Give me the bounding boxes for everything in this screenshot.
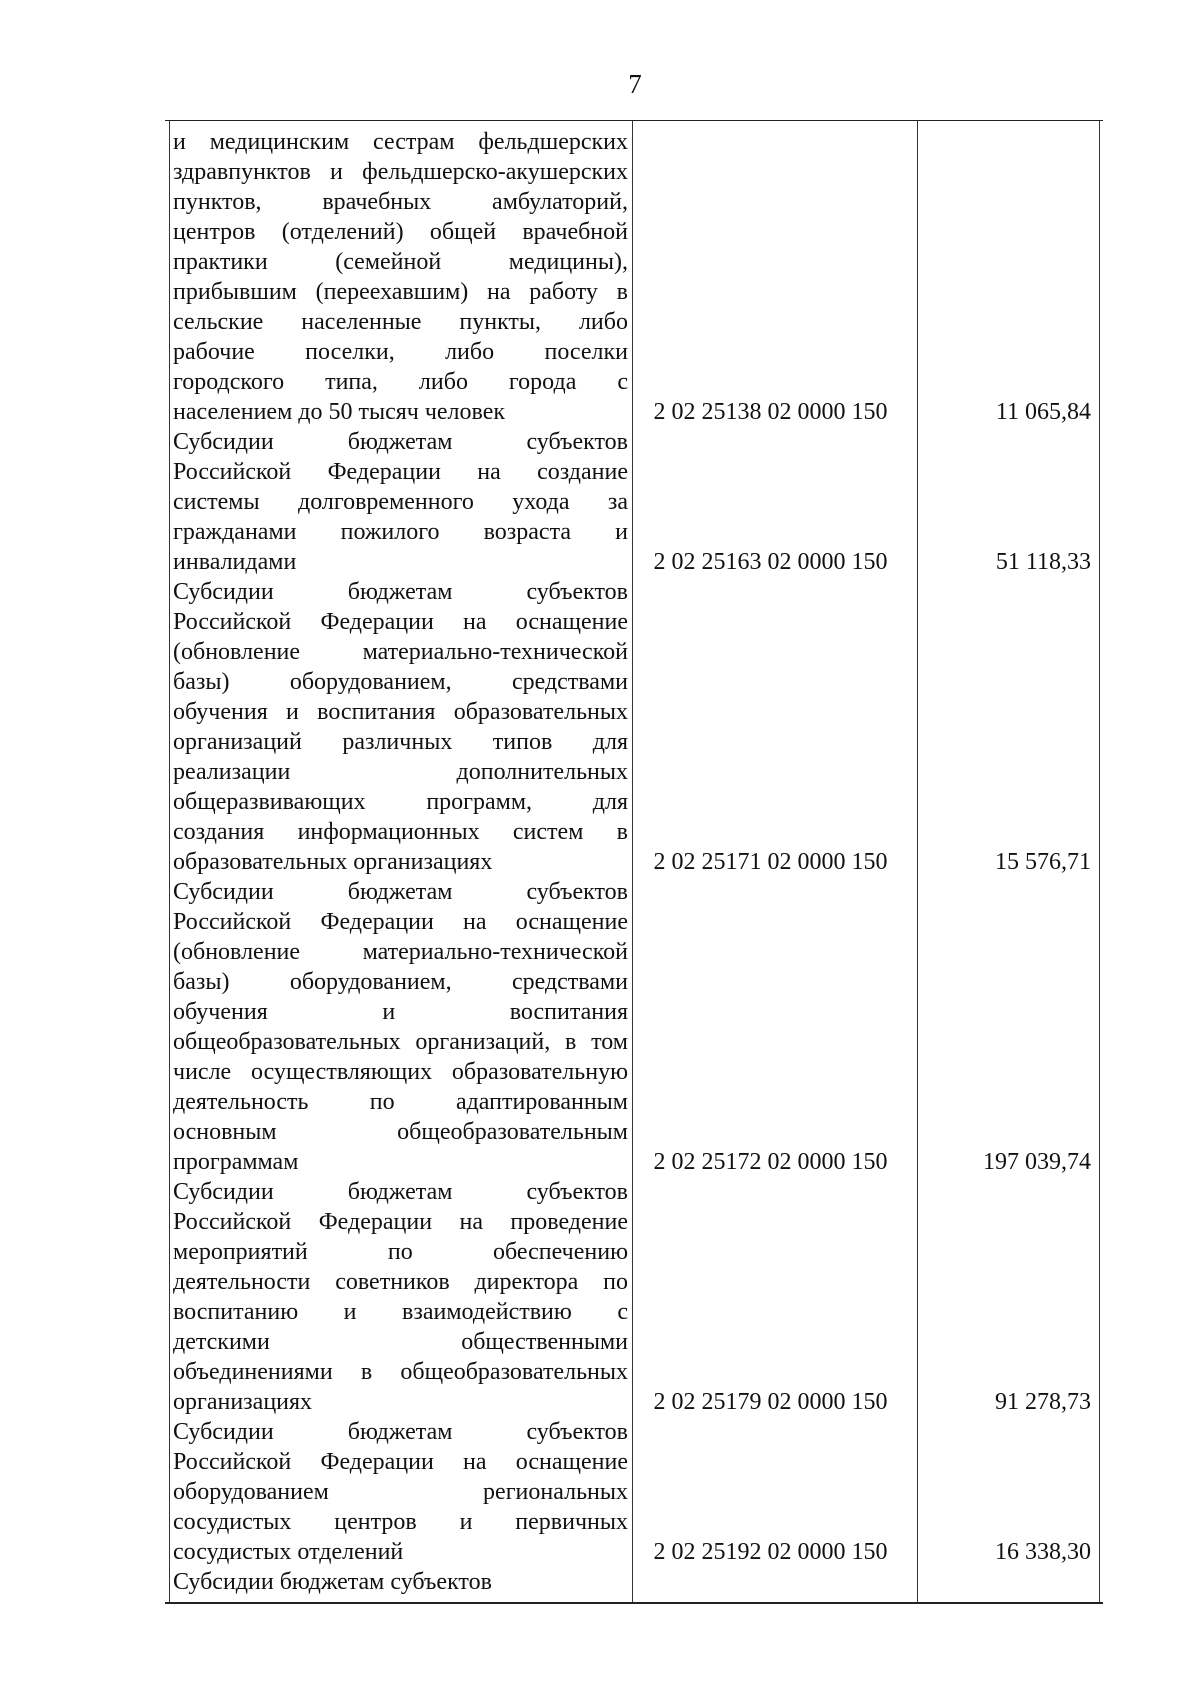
row-amount: 11 065,84 bbox=[995, 399, 1091, 425]
description-line: деятельность по адаптированным bbox=[173, 1089, 628, 1115]
description-line: деятельности советников директора по bbox=[173, 1269, 628, 1295]
description-line: Субсидии бюджетам субъектов bbox=[173, 879, 628, 905]
description-line: сосудистых отделений bbox=[173, 1539, 404, 1565]
description-line: Субсидии бюджетам субъектов bbox=[173, 579, 628, 605]
description-line: Российской Федерации на проведение bbox=[173, 1209, 628, 1235]
description-line: центров (отделений) общей врачебной bbox=[173, 219, 628, 245]
description-line: организаций различных типов для bbox=[173, 729, 628, 755]
row-budget-code: 2 02 25163 02 0000 150 bbox=[653, 549, 888, 575]
description-line: сосудистых центров и первичных bbox=[173, 1509, 628, 1535]
row-description bbox=[173, 577, 628, 877]
description-line: обучения и воспитания образовательных bbox=[173, 699, 628, 725]
table-body bbox=[165, 127, 1103, 1597]
table-row bbox=[165, 427, 1103, 577]
description-line: общеразвивающих программ, для bbox=[173, 789, 628, 815]
description-line: Субсидии бюджетам субъектов bbox=[173, 1179, 628, 1205]
description-line: мероприятий по обеспечению bbox=[173, 1239, 628, 1265]
description-line: прибывшим (переехавшим) на работу в bbox=[173, 279, 628, 305]
row-budget-code: 2 02 25179 02 0000 150 bbox=[653, 1389, 888, 1415]
row-amount: 15 576,71 bbox=[995, 849, 1091, 875]
description-line: общеобразовательных организаций, в том bbox=[173, 1029, 628, 1055]
row-amount: 197 039,74 bbox=[983, 1149, 1091, 1175]
table-row bbox=[165, 1417, 1103, 1567]
description-line: Субсидии бюджетам субъектов bbox=[173, 1419, 628, 1445]
description-line: программам bbox=[173, 1149, 299, 1175]
row-description bbox=[173, 1417, 628, 1567]
description-line: Субсидии бюджетам субъектов bbox=[173, 1569, 492, 1595]
budget-table bbox=[165, 120, 1103, 1604]
row-description bbox=[173, 1177, 628, 1417]
description-line: практики (семейной медицины), bbox=[173, 249, 628, 275]
description-line: оборудованием региональных bbox=[173, 1479, 628, 1505]
description-line: основным общеобразовательным bbox=[173, 1119, 628, 1145]
description-line: базы) оборудованием, средствами bbox=[173, 669, 628, 695]
row-description bbox=[173, 427, 628, 577]
description-line: сельские населенные пункты, либо bbox=[173, 309, 628, 335]
description-line: городского типа, либо города с bbox=[173, 369, 628, 395]
row-description bbox=[173, 877, 628, 1177]
description-line: Российской Федерации на оснащение bbox=[173, 909, 628, 935]
description-line: здравпунктов и фельдшерско-акушерских bbox=[173, 159, 628, 185]
description-line: населением до 50 тысяч человек bbox=[173, 399, 506, 425]
description-line: объединениями в общеобразовательных bbox=[173, 1359, 628, 1385]
description-line: Субсидии бюджетам субъектов bbox=[173, 429, 628, 455]
description-line: числе осуществляющих образовательную bbox=[173, 1059, 628, 1085]
row-budget-code: 2 02 25138 02 0000 150 bbox=[653, 399, 888, 425]
description-line: Российской Федерации на оснащение bbox=[173, 609, 628, 635]
description-line: пунктов, врачебных амбулаторий, bbox=[173, 189, 628, 215]
description-line: обучения и воспитания bbox=[173, 999, 628, 1025]
description-line: Российской Федерации на создание bbox=[173, 459, 628, 485]
table-row bbox=[165, 127, 1103, 427]
row-description bbox=[173, 127, 628, 427]
description-line: системы долговременного ухода за bbox=[173, 489, 628, 515]
description-line: и медицинским сестрам фельдшерских bbox=[173, 129, 628, 155]
description-line: гражданами пожилого возраста и bbox=[173, 519, 628, 545]
row-budget-code: 2 02 25171 02 0000 150 bbox=[653, 849, 888, 875]
table-row bbox=[165, 577, 1103, 877]
description-line: (обновление материально-технической bbox=[173, 939, 628, 965]
description-line: рабочие поселки, либо поселки bbox=[173, 339, 628, 365]
table-row bbox=[165, 1177, 1103, 1417]
page-number: 7 bbox=[628, 69, 642, 99]
description-line: организациях bbox=[173, 1389, 313, 1415]
row-description bbox=[173, 1567, 628, 1597]
row-amount: 51 118,33 bbox=[995, 549, 1091, 575]
description-line: базы) оборудованием, средствами bbox=[173, 969, 628, 995]
table-row bbox=[165, 1567, 1103, 1597]
description-line: детскими общественными bbox=[173, 1329, 628, 1355]
description-line: воспитанию и взаимодействию с bbox=[173, 1299, 628, 1325]
description-line: Российской Федерации на оснащение bbox=[173, 1449, 628, 1475]
description-line: образовательных организациях bbox=[173, 849, 493, 875]
table-row bbox=[165, 877, 1103, 1177]
row-amount: 16 338,30 bbox=[995, 1539, 1091, 1565]
row-budget-code: 2 02 25172 02 0000 150 bbox=[653, 1149, 888, 1175]
description-line: (обновление материально-технической bbox=[173, 639, 628, 665]
description-line: инвалидами bbox=[173, 549, 297, 575]
description-line: реализации дополнительных bbox=[173, 759, 628, 785]
row-amount: 91 278,73 bbox=[995, 1389, 1091, 1415]
row-budget-code: 2 02 25192 02 0000 150 bbox=[653, 1539, 888, 1565]
description-line: создания информационных систем в bbox=[173, 819, 628, 845]
